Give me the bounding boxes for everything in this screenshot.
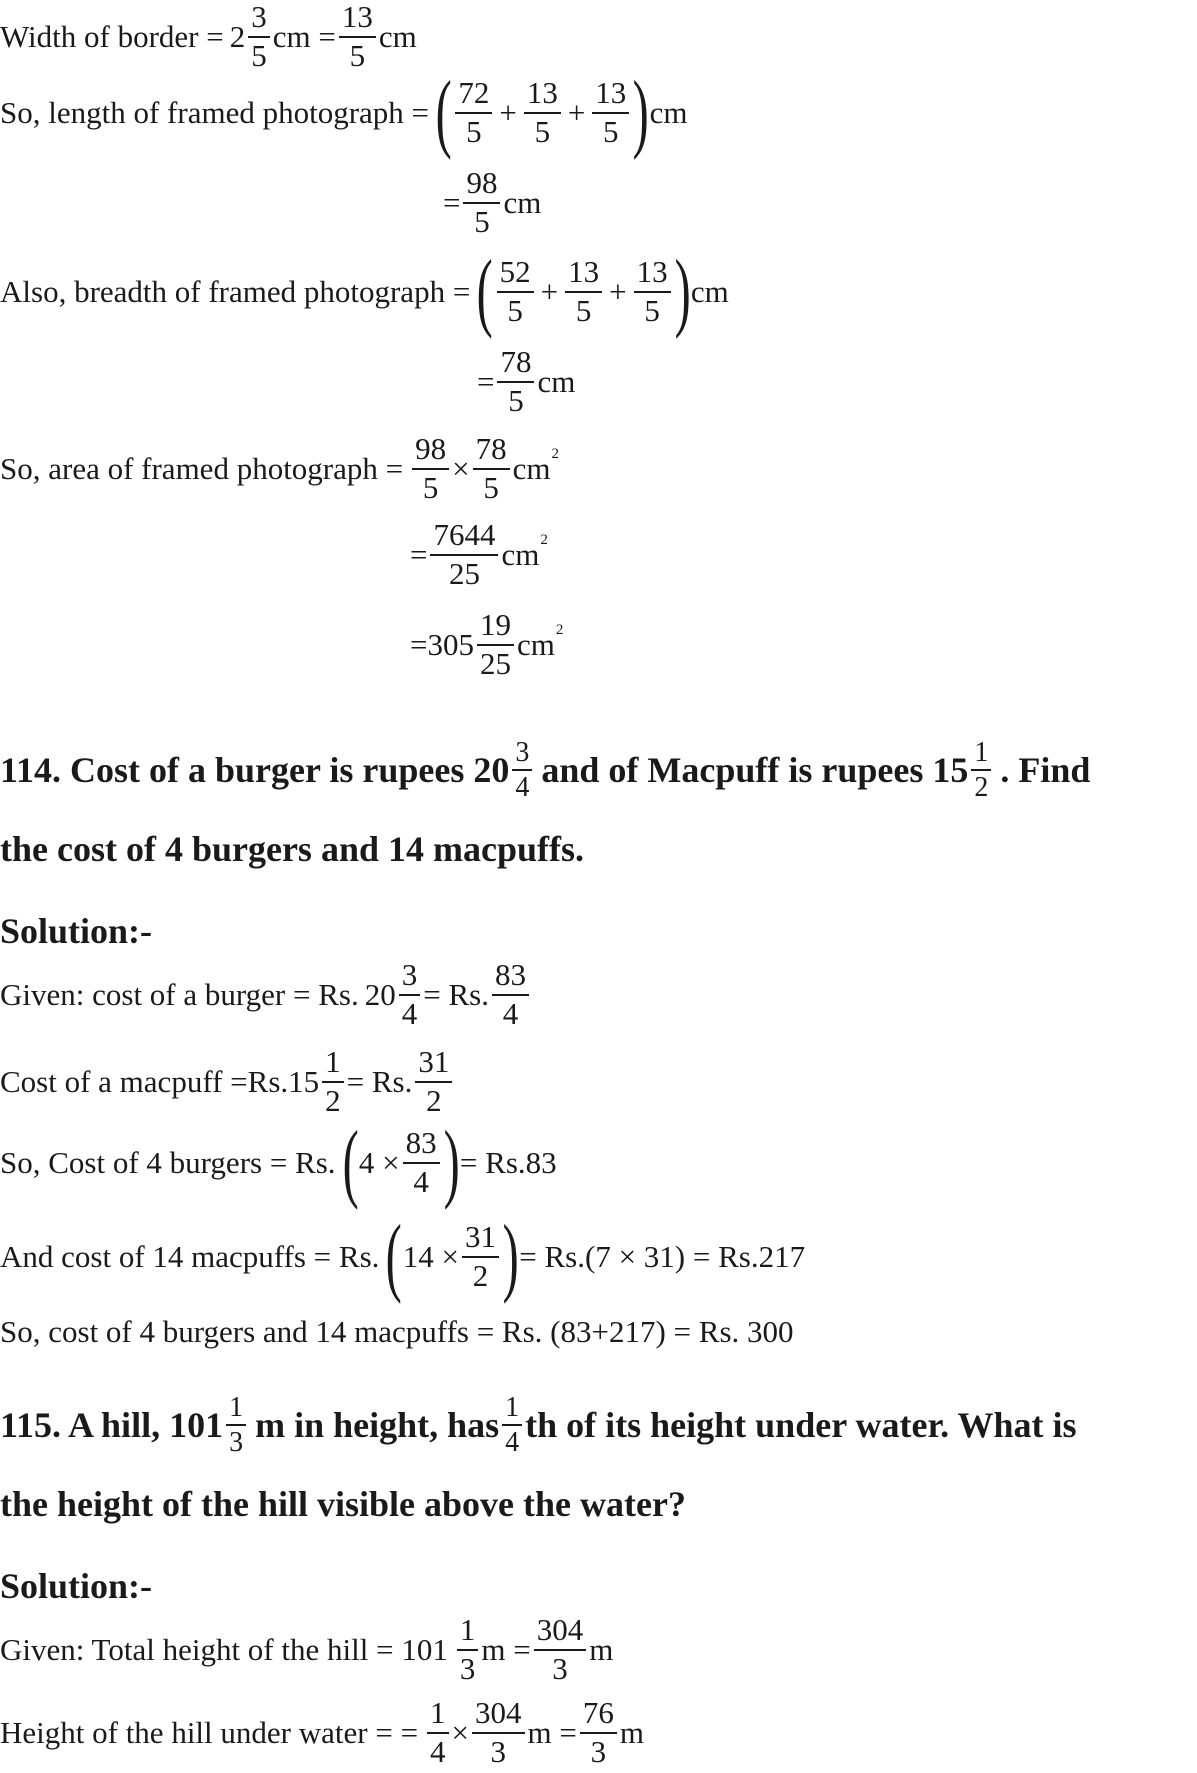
close-paren: ) [674, 242, 691, 340]
fraction: $\frac{76}{3}$ [580, 1696, 617, 1769]
plus: + [499, 94, 517, 130]
plus: + [609, 273, 627, 309]
open-paren: ( [342, 1113, 359, 1211]
text: So, Cost of 4 burgers = Rs. [0, 1144, 336, 1180]
breadth-result-line [477, 345, 575, 418]
length-result-line [443, 166, 541, 239]
text: So, cost of 4 burgers and 14 macpuffs = Rs. (83+217) = Rs. 300 [0, 1314, 794, 1349]
equals: = [477, 363, 495, 399]
plus: + [567, 94, 586, 130]
question-text: m in height, has [255, 1405, 500, 1446]
macpuffs-total-line [0, 1207, 806, 1305]
open-paren: ( [435, 63, 452, 161]
result: = Rs.83 [459, 1144, 557, 1180]
fraction: $\frac{19}{25}$ [477, 608, 514, 681]
area-mixed-line [410, 608, 563, 681]
fraction: $\frac{7644}{25}$ [430, 518, 498, 591]
text: Cost of a macpuff =Rs. [0, 1063, 289, 1099]
burger-cost-line [0, 958, 532, 1031]
text: Also, breadth of framed photograph = [0, 273, 471, 309]
text: So, length of framed photograph = [0, 94, 430, 130]
breadth-line [0, 242, 729, 340]
unit: cm [516, 626, 555, 662]
fraction: $\frac{1}{4}$ [502, 1392, 522, 1459]
fraction: $\frac{3}{5}$ [248, 0, 270, 73]
open-paren: ( [476, 242, 494, 340]
superscript: 2 [555, 622, 564, 639]
unit: m [619, 1714, 645, 1750]
whole-number: 2 [229, 18, 246, 54]
open-paren: ( [386, 1207, 403, 1305]
fraction: $\frac{13}{5}$ [565, 255, 602, 328]
unit: cm [378, 18, 417, 54]
fraction: $\frac{304}{3}$ [472, 1696, 525, 1769]
multiplier: 4 × [358, 1144, 400, 1180]
text: Given: cost of a burger = Rs. [0, 976, 359, 1012]
fraction: $\frac{98}{5}$ [463, 166, 500, 239]
whole-number: 15 [288, 1063, 320, 1099]
superscript: 2 [551, 446, 559, 463]
unit: cm = [272, 18, 336, 54]
text: Given: Total height of the hill = 101 [0, 1631, 448, 1667]
question-text: . Find [1000, 750, 1091, 791]
equals-text: m = [527, 1714, 577, 1750]
fraction: $\frac{1}{3}$ [457, 1613, 479, 1686]
unit: cm [690, 273, 729, 309]
result: = Rs.(7 × 31) = Rs.217 [519, 1238, 806, 1274]
fraction: $\frac{83}{4}$ [492, 958, 529, 1031]
close-paren: ) [502, 1207, 519, 1305]
whole-number: 305 [427, 626, 474, 662]
question-114-line2: the cost of 4 burgers and 14 macpuffs. [0, 829, 584, 869]
fraction: $\frac{98}{5}$ [412, 432, 449, 505]
question-114-line1 [0, 737, 1090, 804]
unit: cm [537, 363, 576, 399]
times: × [451, 1714, 470, 1750]
fraction: $\frac{13}{5}$ [592, 76, 629, 149]
question-115-line2: the height of the hill visible above the water? [0, 1484, 686, 1524]
unit: cm [503, 184, 542, 220]
solution-114-label: Solution:- [0, 911, 153, 951]
fraction: $\frac{1}{4}$ [427, 1696, 449, 1769]
fraction: $\frac{3}{4}$ [512, 737, 532, 804]
fraction: $\frac{78}{5}$ [473, 432, 510, 505]
fraction: $\frac{78}{5}$ [497, 345, 534, 418]
equals-text: = Rs. [423, 976, 489, 1012]
length-line [0, 63, 688, 161]
times: × [452, 450, 470, 486]
equals: = [410, 626, 428, 662]
fraction: $\frac{304}{3}$ [534, 1613, 587, 1686]
fraction: $\frac{3}{4}$ [399, 958, 421, 1031]
fraction: $\frac{13}{5}$ [339, 0, 376, 73]
unit: m [589, 1631, 614, 1667]
fraction: $\frac{1}{2}$ [971, 737, 991, 804]
area-result-line [410, 518, 548, 591]
fraction: $\frac{1}{2}$ [322, 1045, 344, 1118]
solution-115-label: Solution:- [0, 1566, 153, 1606]
whole-number: 20 [364, 976, 396, 1012]
fraction: $\frac{1}{3}$ [226, 1392, 246, 1459]
close-paren: ) [443, 1113, 460, 1211]
grand-total-line [0, 1314, 794, 1350]
text: And cost of 14 macpuffs = Rs. [0, 1238, 380, 1274]
unit: cm [512, 450, 551, 486]
fraction: $\frac{83}{4}$ [403, 1126, 440, 1199]
equals: = [443, 184, 461, 220]
equals-text: m = [481, 1631, 531, 1667]
plus: + [540, 273, 559, 309]
question-text: th of its height under water. What is [525, 1405, 1077, 1446]
border-width-line [0, 0, 417, 73]
hill-under-water-line [0, 1696, 644, 1769]
close-paren: ) [632, 63, 650, 161]
fraction: $\frac{31}{2}$ [462, 1220, 499, 1293]
question-115-line1 [0, 1392, 1077, 1459]
text: So, area of framed photograph = [0, 450, 404, 486]
macpuff-cost-line [0, 1045, 455, 1118]
fraction: $\frac{13}{5}$ [524, 76, 561, 149]
question-text: and of Macpuff is rupees 15 [541, 750, 969, 791]
fraction: $\frac{72}{5}$ [455, 76, 492, 149]
burgers-total-line [0, 1113, 557, 1211]
hill-height-line [0, 1613, 613, 1686]
fraction: $\frac{31}{2}$ [415, 1045, 452, 1118]
question-text: 115. A hill, 101 [0, 1405, 224, 1446]
text: Height of the hill under water = = [0, 1714, 419, 1750]
unit: cm [501, 536, 540, 572]
multiplier: 14 × [402, 1238, 459, 1274]
question-text: 114. Cost of a burger is rupees 20 [0, 750, 510, 791]
fraction: $\frac{13}{5}$ [634, 255, 671, 328]
area-line [0, 432, 559, 505]
equals: = [410, 536, 428, 572]
equals-text: = Rs. [346, 1063, 413, 1099]
unit: cm [649, 94, 688, 130]
text: Width of border = [0, 18, 224, 54]
superscript: 2 [540, 532, 548, 549]
fraction: $\frac{52}{5}$ [497, 255, 534, 328]
